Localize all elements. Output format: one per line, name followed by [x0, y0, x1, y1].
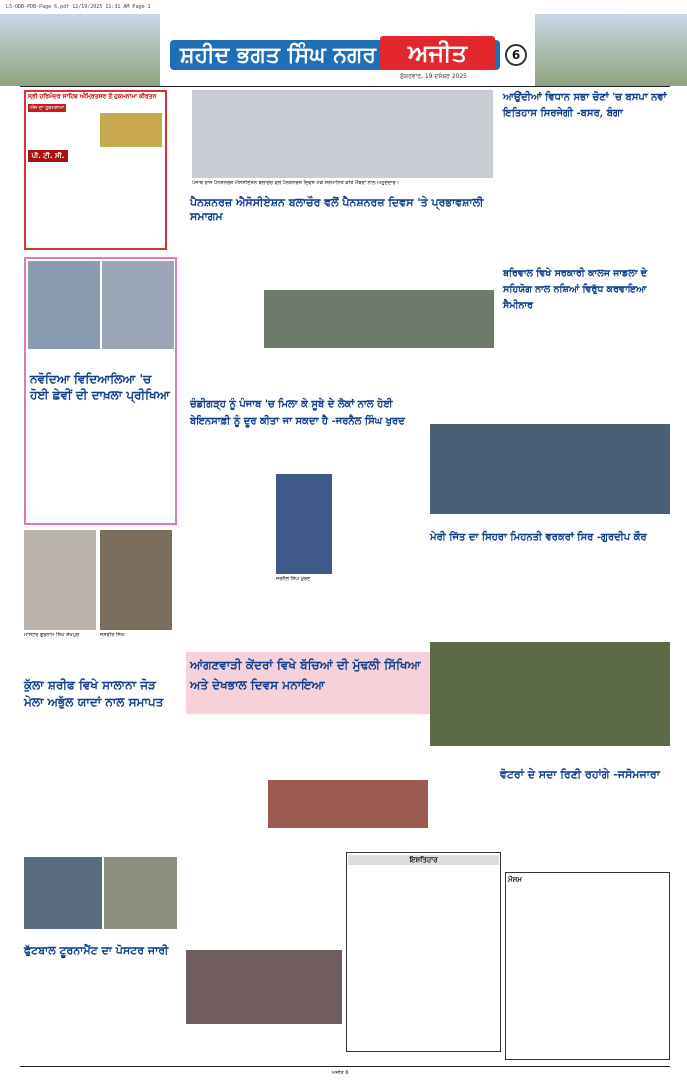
notice-heading: ਇਸ਼ਤਿਹਾਰ: [348, 855, 499, 865]
bsp-body: [503, 128, 668, 256]
voters-heading: ਵੋਟਰਾਂ ਦੇ ਸਦਾ ਰਿਣੀ ਰਹਾਂਗੇ -ਜਸੋਮਜਾਰਾ: [500, 768, 660, 781]
pensioners-body-bottom: [264, 350, 494, 378]
school-heading: ਨਵੋਦਿਆ ਵਿਦਿਆਲਿਆ 'ਚ ਹੋਈ ਛੇਵੀਂ ਦੀ ਦਾਖ਼ਲਾ ਪ੍ਰੀਖਿਆ: [30, 372, 170, 402]
school-body: [28, 408, 174, 520]
pensioners-body-col4: [416, 216, 494, 288]
mela-heading: ਕੁੱਲਾ ਸ਼ਰੀਫ ਵਿਖੇ ਸਾਲਾਨਾ ਜੋੜ ਮੇਲਾ ਅਭੁੱਲ ਯਾਦਾਂ ਨਾਲ ਸਮਾਪਤ: [24, 678, 164, 709]
mela-body: [24, 716, 177, 854]
chandigarh-body-col1: [190, 474, 272, 644]
victory-photo-caption: [430, 516, 670, 530]
pensioners-body-col2: [264, 216, 334, 288]
notice-body: [350, 868, 498, 1050]
print-slug: LS-ODB-PDB-Page 6.pdf 12/19/2025 11:31 AM Page 1: [6, 4, 151, 10]
anganwadi-body-col3: [350, 718, 428, 776]
portrait-caption-1: ਮਾਸਟਰ ਗੁਰਨਾਮ ਸਿੰਘ ਸ਼ੇਖਪੁਰ: [24, 632, 80, 638]
pensioners-photo-caption: ਪੰਜਾਬ ਰਾਜ ਪੈਨਸ਼ਨਰਜ਼ ਐਸੋਸੀਏਸ਼ਨ ਬਲਾਚੌਰ ਵਲੋਂ ਪੈਨਸ਼ਨਰਜ਼ ਦਿਵਸ ਮੌਕੇ ਸਨਮਾਨਿਤ ਕੀਤੇ ਮੈਂਬਰਾਂ ਨਾਲ ਅਹੁਦੇਦਾਰ।: [192, 180, 400, 186]
anganwadi-photo-1: [268, 780, 428, 828]
college-body: [503, 305, 668, 385]
weather-heading: ਮੌਸਮ: [508, 875, 522, 884]
voters-photo-caption: [430, 748, 670, 766]
mela-photo: [24, 857, 102, 929]
jarnail-singh-photo: [276, 474, 332, 574]
school-photo-2: [102, 261, 174, 349]
masthead-title: ਸ਼ਹੀਦ ਭਗਤ ਸਿੰਘ ਨਗਰ: [179, 42, 376, 68]
pensioners-group-photo: [192, 90, 493, 178]
weather-body: [508, 888, 668, 1056]
school-caption: [28, 351, 174, 369]
school-photo-1: [28, 261, 100, 349]
chandigarh-body-col2: [336, 474, 426, 644]
anganwadi-photo2-caption: [186, 1026, 342, 1040]
jarnail-caption: ਜਰਨੈਲ ਸਿੰਘ ਖੁਰਦ: [276, 576, 311, 582]
portrait-2: [100, 530, 172, 630]
mela-photo-caption: [24, 931, 177, 941]
pensioners-heading: ਪੈਨਸ਼ਨਰਜ਼ ਐਸੋਸੀਏਸ਼ਨ ਬਲਾਚੌਰ ਵਲੋਂ ਪੈਨਸ਼ਨਰਜ਼ ਦਿਵਸ 'ਤੇ ਪ੍ਰਭਾਵਸ਼ਾਲੀ ਸਮਾਗਮ: [190, 196, 484, 223]
anganwadi-body-col2: [268, 718, 346, 776]
voters-body: [500, 790, 670, 866]
chandigarh-heading: ਚੰਡੀਗੜ੍ਹ ਨੂੰ ਪੰਜਾਬ 'ਚ ਮਿਲਾ ਕੇ ਸੂਬੇ ਦੇ ਲੋਕਾਂ ਨਾਲ ਹੋਈ ਬੇਇਨਸਾਫ਼ੀ ਨੂੰ ਦੂਰ ਕੀਤਾ ਜਾ ਸਕਦਾ ਹੈ -ਜਰਨੈਲ ਸਿੰਘ ਖੁਰਦ: [190, 399, 405, 427]
college-heading: ਬਰਿਵਾਲ ਵਿਖੇ ਸਰਕਾਰੀ ਕਾਲਜ ਜਾਡਲਾ ਦੇ ਸਹਿਯੋਗ ਨਾਲ ਨਸ਼ਿਆਂ ਵਿਰੁੱਧ ਕਰਵਾਇਆ ਸੈਮੀਨਾਰ: [503, 268, 648, 311]
victory-photo: [430, 424, 670, 514]
pensioners-body-col3: [340, 216, 410, 288]
anganwadi-heading: ਆਂਗਣਵਾੜੀ ਕੇਂਦਰਾਂ ਵਿਖੇ ਬੱਚਿਆਂ ਦੀ ਮੁੱਢਲੀ ਸਿੱਖਿਆ ਅਤੇ ਦੇਖਭਾਲ ਦਿਵਸ ਮਨਾਇਆ: [190, 658, 421, 692]
gurbani-text: [28, 113, 98, 147]
anganwadi-body-col4: [186, 886, 264, 946]
masthead-brand: ਅਜੀਤ: [380, 36, 495, 70]
gurbani-header: ਸ੍ਰੀ ਹਰਿਮੰਦਰ ਸਾਹਿਬ ਅੰਮ੍ਰਿਤਸਰ ਤੋਂ ਹੁਕਮਨਾਮਾ ਕੀਰਤਨ: [28, 93, 157, 100]
voters-photo: [430, 642, 670, 746]
gurbani-sub: ਅੱਜ ਦਾ ਹੁਕਮਨਾਮਾ: [29, 105, 65, 111]
bsp-heading: ਆਉਂਦੀਆਂ ਵਿਧਾਨ ਸਭਾ ਚੋਣਾਂ 'ਚ ਬਸਪਾ ਨਵਾਂ ਇਤਿਹਾਸ ਸਿਰਜੇਗੀ -ਬਸਰ, ਬੰਗਾ: [503, 92, 667, 119]
footer-label: ਅਜੀਤ 6: [331, 1070, 349, 1076]
ptc-tag: ਪੀ. ਟੀ. ਸੀ.: [28, 150, 68, 162]
masthead-photo-left: [0, 14, 160, 86]
anganwadi-body-col1: [186, 718, 264, 883]
portrait-caption-2: ਜਸਵੀਰ ਸਿੰਘ: [100, 632, 125, 638]
anganwadi-photo-2: [186, 950, 342, 1024]
masthead-date: ਸ਼ੁੱਕਰਵਾਰ, 19 ਦਸੰਬਰ 2025: [400, 73, 467, 80]
football-poster-photo: [104, 857, 177, 929]
anganwadi-photo-caption: [268, 830, 428, 842]
portrait-1: [24, 530, 96, 630]
pensioners-body-col1: [190, 216, 260, 376]
masthead-rule: [20, 86, 670, 87]
gurbani-body: [28, 164, 164, 246]
victory-heading: ਮੇਰੀ ਜਿੱਤ ਦਾ ਸਿਹਰਾ ਮਿਹਨਤੀ ਵਰਕਰਾਂ ਸਿਰ -ਗੁਰਦੀਪ ਕੌਰ: [430, 532, 647, 543]
masthead-photo-right: [535, 14, 687, 86]
golden-temple-photo: [100, 113, 162, 147]
football-body: [24, 964, 177, 1064]
seminar-photo: [264, 290, 494, 348]
football-heading: ਫੁੱਟਬਾਲ ਟੂਰਨਾਮੈਂਟ ਦਾ ਪੋਸਟਰ ਜਾਰੀ: [24, 944, 169, 957]
victory-body: [430, 552, 670, 640]
footer-rule: [20, 1066, 670, 1067]
page-number: 6: [505, 44, 527, 66]
